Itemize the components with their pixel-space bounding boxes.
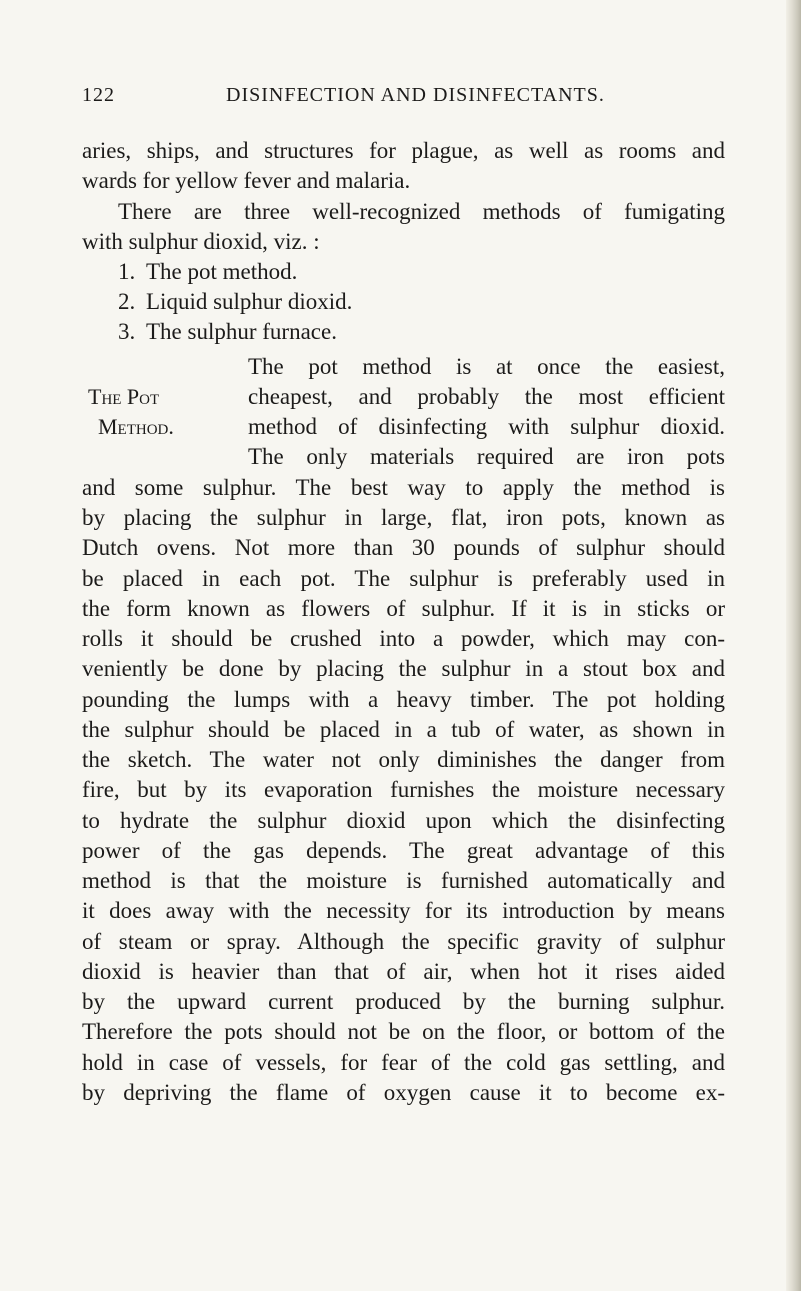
text-line: dioxid is heavier than that of air, when hot it rises aided bbox=[82, 959, 725, 984]
text-line: of steam or spray. Although the specific gravity of sulphur bbox=[82, 929, 725, 954]
text-line: by depriving the flame of oxygen cause it to become ex- bbox=[82, 1080, 725, 1105]
list-item bbox=[118, 287, 352, 317]
text-line: fire, but by its evaporation furnishes the moisture necessary bbox=[82, 777, 725, 802]
list-number: 1. bbox=[118, 259, 136, 284]
page-header bbox=[82, 84, 722, 112]
text-line: The only materials required are iron pots bbox=[248, 444, 725, 469]
text-line: with sulphur dioxid, viz. : bbox=[82, 229, 320, 254]
running-title: DISINFECTION AND DISINFECTANTS. bbox=[226, 84, 605, 106]
sidenote-title-line-2: Method. bbox=[98, 414, 174, 439]
text-line: Therefore the pots should not be on the floor, or bottom of the bbox=[82, 1019, 725, 1044]
list-text: Liquid sulphur dioxid. bbox=[146, 289, 353, 314]
text-line: Dutch ovens. Not more than 30 pounds of sulphur should bbox=[82, 535, 725, 560]
text-line: the sketch. The water not only diminishes the danger from bbox=[82, 747, 725, 772]
list-item bbox=[118, 317, 337, 347]
text-line: be placed in each pot. The sulphur is preferably used in bbox=[82, 566, 725, 591]
text-line: the form known as flowers of sulphur. If it is in sticks or bbox=[82, 596, 725, 621]
sidenote-title-line-1: The Pot bbox=[88, 384, 160, 409]
text-line: by the upward current produced by the burning sulphur. bbox=[82, 989, 725, 1014]
text-line: it does away with the necessity for its introduction by means bbox=[82, 898, 725, 923]
text-line: rolls it should be crushed into a powder, which may con- bbox=[82, 626, 725, 651]
text-line: There are three well-recognized methods of fumigating bbox=[118, 199, 725, 224]
text-line: veniently be done by placing the sulphur in a stout box and bbox=[82, 656, 725, 681]
text-line: cheapest, and probably the most efficient bbox=[248, 384, 725, 409]
text-line: the sulphur should be placed in a tub of water, as shown in bbox=[82, 717, 725, 742]
text-line: power of the gas depends. The great advantage of this bbox=[82, 838, 725, 863]
list-item bbox=[118, 257, 297, 287]
text-line: method is that the moisture is furnished automatically and bbox=[82, 868, 725, 893]
list-text: The pot method. bbox=[146, 259, 298, 284]
list-text: The sulphur furnace. bbox=[146, 319, 337, 344]
text-line: method of disinfecting with sulphur dioxid. bbox=[248, 414, 725, 439]
text-line: hold in case of vessels, for fear of the cold gas settling, and bbox=[82, 1050, 725, 1075]
list-number: 3. bbox=[118, 319, 136, 344]
text-line: The pot method is at once the easiest, bbox=[248, 354, 725, 379]
text-line: wards for yellow fever and malaria. bbox=[82, 168, 411, 193]
page-edge-shadow bbox=[786, 0, 801, 1291]
text-line: to hydrate the sulphur dioxid upon which the disinfecting bbox=[82, 808, 725, 833]
text-line: and some sulphur. The best way to apply the method is bbox=[82, 475, 725, 500]
text-line: by placing the sulphur in large, flat, iron pots, known as bbox=[82, 505, 725, 530]
list-number: 2. bbox=[118, 289, 136, 314]
page-number: 122 bbox=[82, 84, 115, 106]
text-line: aries, ships, and structures for plague, as well as rooms and bbox=[82, 138, 725, 163]
text-line: pounding the lumps with a heavy timber. The pot holding bbox=[82, 687, 725, 712]
